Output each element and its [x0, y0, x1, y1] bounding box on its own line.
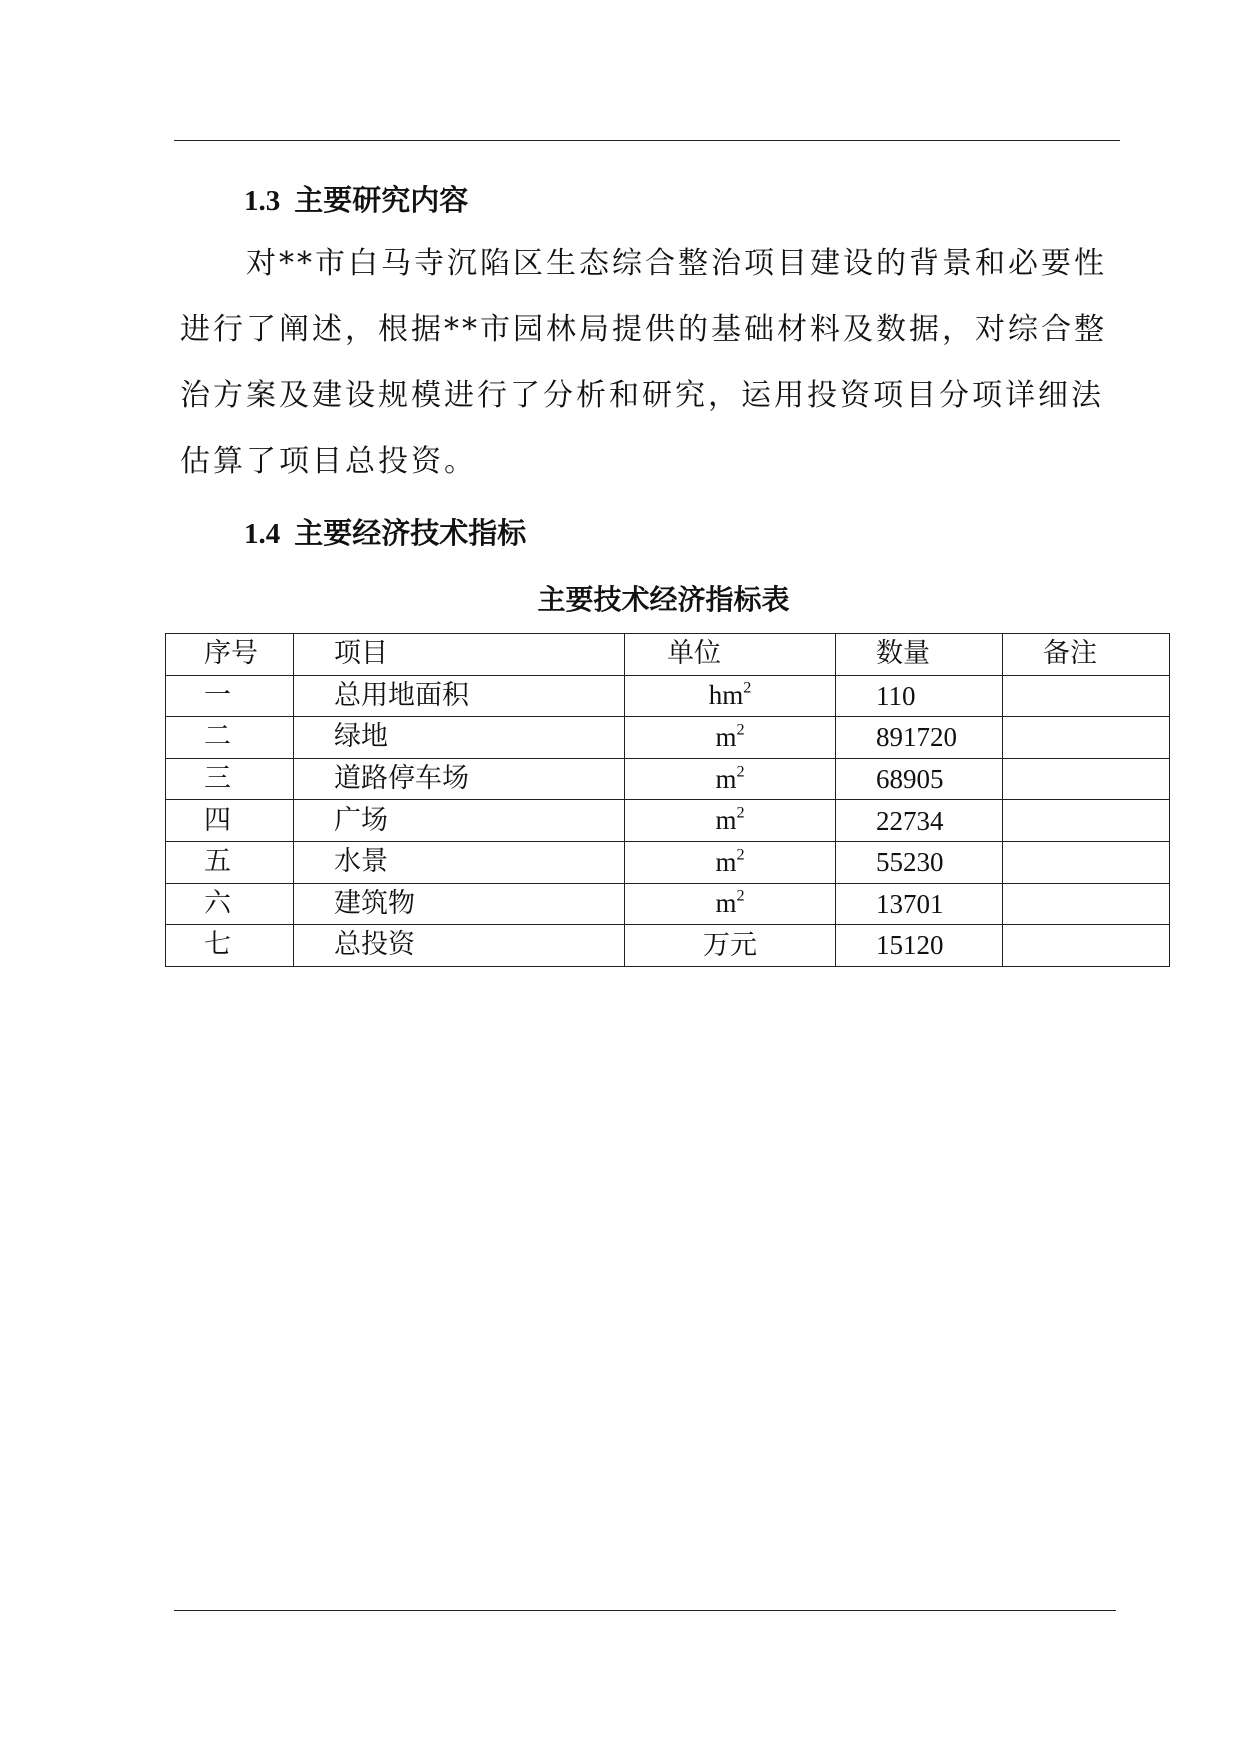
cell-seq: 七: [166, 925, 294, 967]
unit-superscript: 2: [736, 803, 745, 822]
unit-text: m: [715, 763, 737, 794]
unit-text: hm: [708, 680, 744, 711]
unit-text: m: [715, 846, 737, 877]
cell-note: [1003, 883, 1170, 925]
cell-item: 广场: [294, 800, 625, 842]
unit-superscript: 2: [736, 762, 745, 781]
table-title: 主要技术经济指标表: [537, 583, 790, 616]
header-cell-seq: 序号: [166, 634, 294, 676]
cell-seq: 六: [166, 883, 294, 925]
cell-unit: [625, 841, 836, 883]
cell-seq: 四: [166, 800, 294, 842]
table-row: [166, 800, 1170, 842]
cell-unit: [625, 717, 836, 759]
cell-note: [1003, 800, 1170, 842]
cell-item: 道路停车场: [294, 758, 625, 800]
unit-text: m: [715, 888, 737, 919]
unit-text: 万元: [703, 929, 757, 960]
section-title: 主要研究内容: [294, 183, 469, 217]
cell-seq: 二: [166, 717, 294, 759]
cell-quantity: 110: [836, 675, 1003, 717]
section-number: 1.4: [244, 518, 281, 550]
header-rule: [174, 140, 1120, 141]
unit-superscript: 2: [743, 679, 752, 698]
footer-rule: [174, 1610, 1116, 1611]
header-cell-item: 项目: [294, 634, 625, 676]
cell-item: 绿地: [294, 717, 625, 759]
cell-quantity: 891720: [836, 717, 1003, 759]
section-heading-1-3: [244, 182, 468, 219]
unit-text: m: [715, 721, 737, 752]
cell-unit: [625, 758, 836, 800]
cell-quantity: 22734: [836, 800, 1003, 842]
paragraph-line: 治方案及建设规模进行了分析和研究，运用投资项目分项详细法: [180, 378, 1104, 413]
header-cell-unit: 单位: [625, 634, 836, 676]
paragraph-line: 估算了项目总投资。: [180, 444, 477, 479]
table-row: [166, 883, 1170, 925]
cell-item: 水景: [294, 841, 625, 883]
cell-note: [1003, 925, 1170, 967]
unit-superscript: 2: [736, 845, 745, 864]
cell-unit: [625, 800, 836, 842]
unit-superscript: 2: [736, 887, 745, 906]
cell-quantity: 55230: [836, 841, 1003, 883]
cell-quantity: 15120: [836, 925, 1003, 967]
cell-note: [1003, 841, 1170, 883]
cell-unit: [625, 925, 836, 967]
cell-quantity: 13701: [836, 883, 1003, 925]
header-cell-quantity: 数量: [836, 634, 1003, 676]
section-number: 1.3: [244, 185, 281, 217]
table-row: [166, 925, 1170, 967]
table-header-row: [166, 634, 1170, 676]
header-cell-note: 备注: [1003, 634, 1170, 676]
section-title: 主要经济技术指标: [294, 516, 527, 550]
unit-superscript: 2: [736, 720, 745, 739]
cell-item: 建筑物: [294, 883, 625, 925]
cell-item: 总用地面积: [294, 675, 625, 717]
cell-item: 总投资: [294, 925, 625, 967]
unit-text: m: [715, 805, 737, 836]
cell-quantity: 68905: [836, 758, 1003, 800]
cell-seq: 三: [166, 758, 294, 800]
paragraph-line: 对**市白马寺沉陷区生态综合整治项目建设的背景和必要性: [180, 246, 1107, 281]
indicator-table: [165, 633, 1170, 967]
cell-seq: 一: [166, 675, 294, 717]
paragraph-line: 进行了阐述，根据**市园林局提供的基础材料及数据，对综合整: [180, 312, 1107, 347]
cell-unit: [625, 883, 836, 925]
cell-unit: [625, 675, 836, 717]
cell-note: [1003, 717, 1170, 759]
cell-note: [1003, 758, 1170, 800]
table-row: [166, 841, 1170, 883]
table-row: [166, 717, 1170, 759]
table-row: [166, 675, 1170, 717]
table-row: [166, 758, 1170, 800]
cell-seq: 五: [166, 841, 294, 883]
section-heading-1-4: [244, 515, 526, 552]
cell-note: [1003, 675, 1170, 717]
